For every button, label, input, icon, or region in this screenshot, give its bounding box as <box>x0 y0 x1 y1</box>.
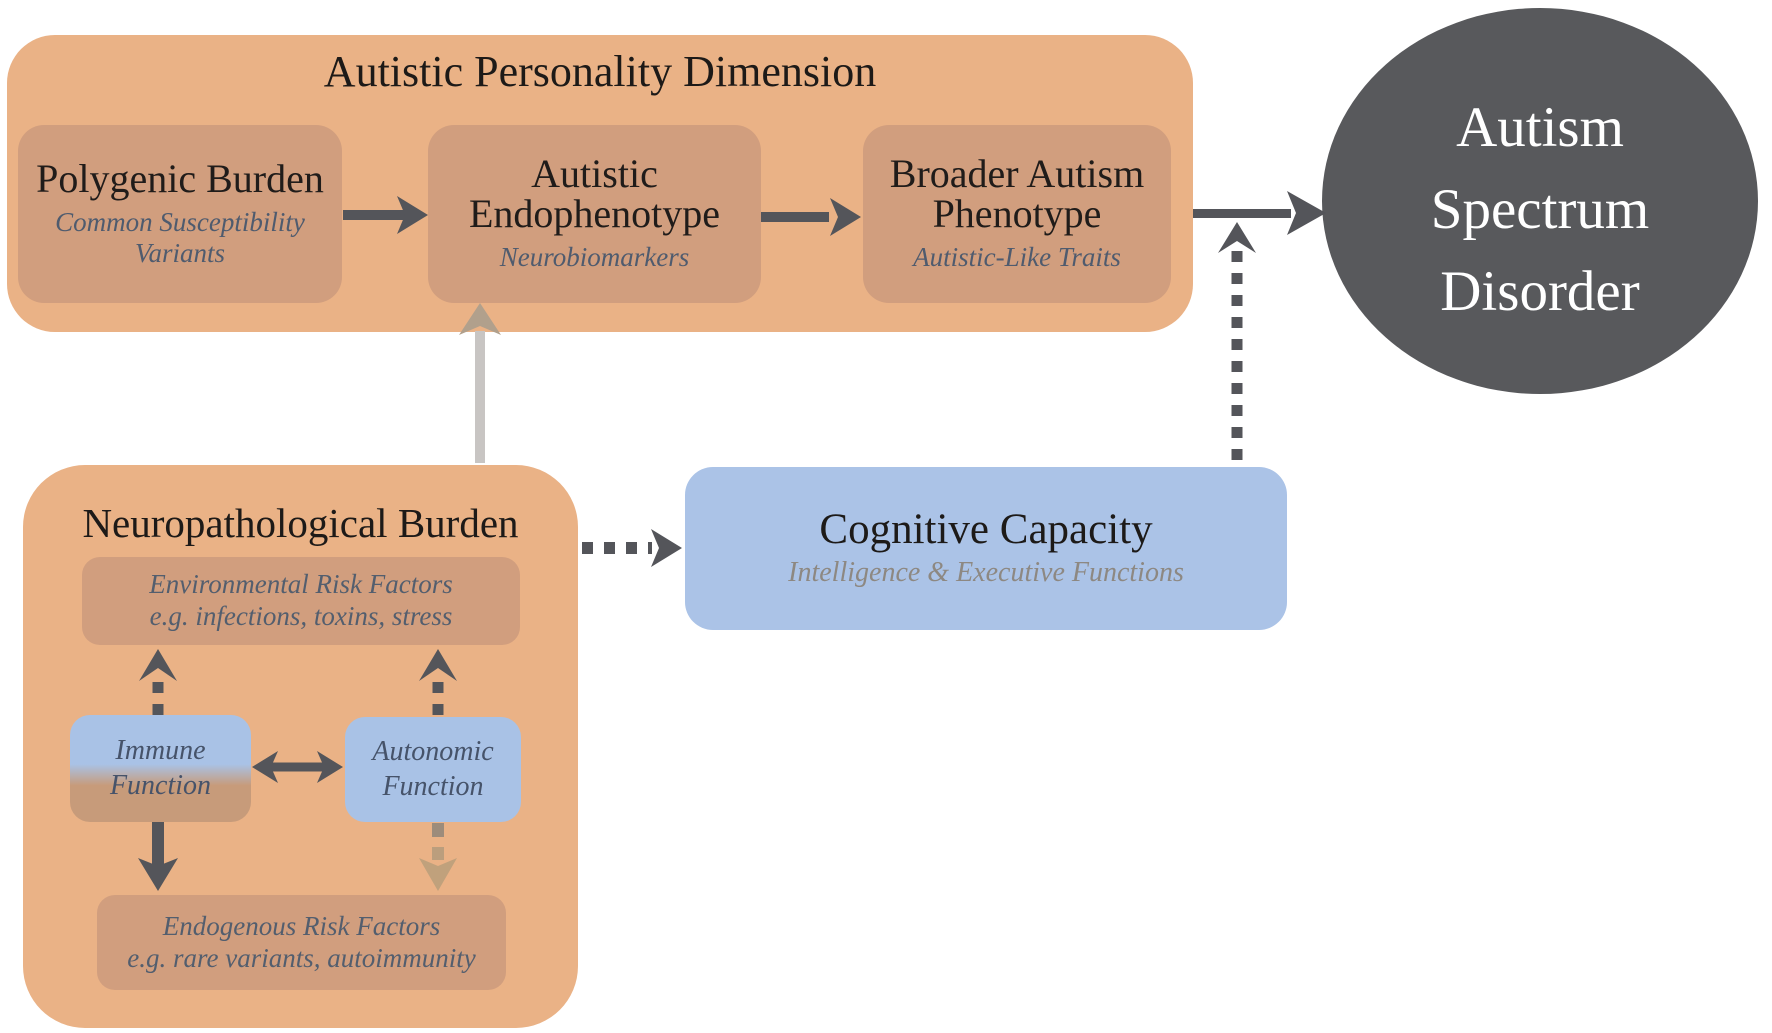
node-subtitle-broader-autism-phenotype: Autistic-Like Traits <box>913 242 1121 273</box>
node-endogenous-risk-factors <box>97 895 506 990</box>
node-broader-autism-phenotype <box>863 125 1171 303</box>
group-title-neuropathological-burden: Neuropathological Burden <box>82 500 519 546</box>
node-title-autistic-endophenotype-line2: Endophenotype <box>468 191 721 237</box>
node-title-autonomic-function-line1: Autonomic <box>372 736 494 768</box>
node-autism-spectrum-disorder <box>1322 8 1758 394</box>
node-title-autonomic-function-line2: Function <box>382 770 484 802</box>
asd-line-2: Spectrum <box>1430 178 1650 241</box>
node-title-cognitive-capacity: Cognitive Capacity <box>819 506 1153 553</box>
arrow-neuropathological-to-cognitive <box>582 529 682 567</box>
node-subtitle-polygenic-burden: Common Susceptibility Variants <box>55 206 305 268</box>
asd-line-3: Disorder <box>1440 260 1640 323</box>
node-cognitive-capacity <box>685 467 1287 630</box>
group-title-autistic-personality-dimension: Autistic Personality Dimension <box>323 47 877 96</box>
node-title-environmental-risk-factors: Environmental Risk Factors <box>149 569 453 600</box>
node-title-autistic-endophenotype-line1: Autistic <box>531 151 658 197</box>
node-title-immune-function-line2: Function <box>109 769 212 801</box>
node-autonomic-function <box>345 717 521 822</box>
node-subtitle-endogenous-risk-factors: e.g. rare variants, autoimmunity <box>127 942 476 973</box>
node-autistic-endophenotype <box>428 125 761 303</box>
node-subtitle-autistic-endophenotype: Neurobiomarkers <box>499 242 690 273</box>
node-title-broader-autism-phenotype-line1: Broader Autism <box>889 151 1145 197</box>
node-immune-function <box>70 715 251 822</box>
asd-line-1: Autism <box>1456 96 1624 159</box>
node-title-endogenous-risk-factors: Endogenous Risk Factors <box>162 910 441 941</box>
node-subtitle-environmental-risk-factors: e.g. infections, toxins, stress <box>149 601 453 631</box>
node-title-broader-autism-phenotype-line2: Phenotype <box>932 191 1102 237</box>
node-polygenic-burden <box>18 125 342 303</box>
node-subtitle-cognitive-capacity: Intelligence & Executive Functions <box>788 557 1184 588</box>
arrow-broader-autism-phenotype-to-asd <box>1193 191 1326 235</box>
node-title-polygenic-burden: Polygenic Burden <box>36 155 324 201</box>
node-environmental-risk-factors <box>82 557 520 645</box>
arrow-cognitive-to-asd-junction <box>1218 222 1256 466</box>
node-title-immune-function-line1: Immune <box>115 735 206 767</box>
